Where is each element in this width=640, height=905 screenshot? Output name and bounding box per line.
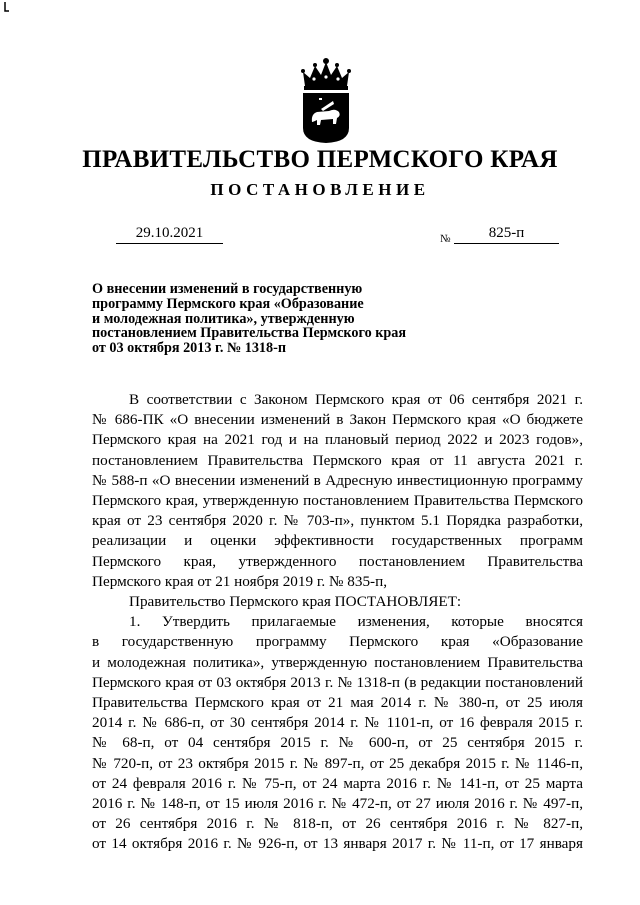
body-line: и молодежная политика», утвержденную постановлением Правительства — [92, 653, 583, 671]
body-line: 2016 г. № 148-п, от 15 июля 2016 г. № 472-п, от 27 июля 2016 г. № 497-п, — [92, 795, 583, 813]
government-title: ПРАВИТЕЛЬСТВО ПЕРМСКОГО КРАЯ — [82, 146, 558, 173]
body-line: Пермского края на 2021 год и на плановый период 2022 и 2023 годов», — [92, 431, 583, 449]
document-date: 29.10.2021 — [116, 225, 223, 244]
body-line: в государственную программу Пермского края «Образование — [92, 633, 583, 651]
body-line: № 720-п, от 23 октября 2015 г. № 897-п, от 25 декабря 2015 г. № 1146-п, — [92, 754, 583, 772]
body-line: 2014 г. № 686-п, от 30 сентября 2014 г. № 1101-п, от 16 февраля 2015 г. — [92, 714, 583, 732]
body-line: от 14 октября 2016 г. № 926-п, от 13 января 2017 г. № 11-п, от 17 января — [92, 835, 583, 853]
body-line: Пермского края, утвержденную постановлением Правительства Пермского — [92, 492, 583, 510]
document-body — [92, 390, 583, 855]
body-line: Пермского края от 03 октября 2013 г. № 1318-п (в редакции постановлений — [92, 673, 583, 691]
body-line: № 68-п, от 04 сентября 2015 г. № 600-п, от 25 сентября 2015 г. — [92, 734, 583, 752]
subject-line: от 03 октября 2013 г. № 1318-п — [92, 340, 287, 357]
body-line: № 588-п «О внесении изменений в Адресную инвестиционную программу — [92, 471, 583, 489]
subject-line: и молодежная политика», утвержденную — [92, 310, 355, 327]
body-line: края от 23 сентября 2020 г. № 703-п», пунктом 5.1 Порядка разработки, — [92, 512, 583, 530]
document-subject — [92, 282, 406, 356]
body-line: от 24 февраля 2016 г. № 75-п, от 24 марта 2016 г. № 141-п, от 25 марта — [92, 774, 583, 792]
body-line: В соответствии с Законом Пермского края от 06 сентября 2021 г. — [129, 391, 583, 408]
page-corner-mark — [4, 2, 10, 12]
body-line: № 686-ПК «О внесении изменений в Закон Пермского края «О бюджете — [92, 411, 583, 429]
body-line: от 26 сентября 2016 г. № 818-п, от 26 сентября 2016 г. № 827-п, — [92, 815, 583, 833]
body-line: постановлением Правительства Пермского края от 11 августа 2021 г. — [92, 451, 583, 469]
perm-krai-coat-of-arms-icon — [299, 56, 353, 144]
subject-line: постановлением Правительства Пермского края — [92, 325, 407, 342]
body-line: Пермского края от 21 ноября 2019 г. № 835-п, — [92, 572, 388, 590]
body-line: реализации и оценки эффективности государственных программ — [92, 532, 583, 550]
subject-line: О внесении изменений в государственную — [92, 281, 363, 297]
body-line: 1. Утвердить прилагаемые изменения, которые вносятся — [129, 613, 583, 631]
body-line: Правительства Пермского края от 21 мая 2014 г. № 380-п, от 25 июля — [92, 694, 583, 712]
subject-line: программу Пермского края «Образование — [92, 295, 364, 312]
document-type-title: ПОСТАНОВЛЕНИЕ — [210, 180, 430, 199]
body-line: Правительство Пермского края ПОСТАНОВЛЯЕТ: — [129, 593, 462, 611]
number-sign: № — [440, 233, 451, 245]
document-number: 825-п — [454, 225, 559, 244]
body-line: Пермского края, утвержденного постановлением Правительства — [92, 552, 583, 570]
